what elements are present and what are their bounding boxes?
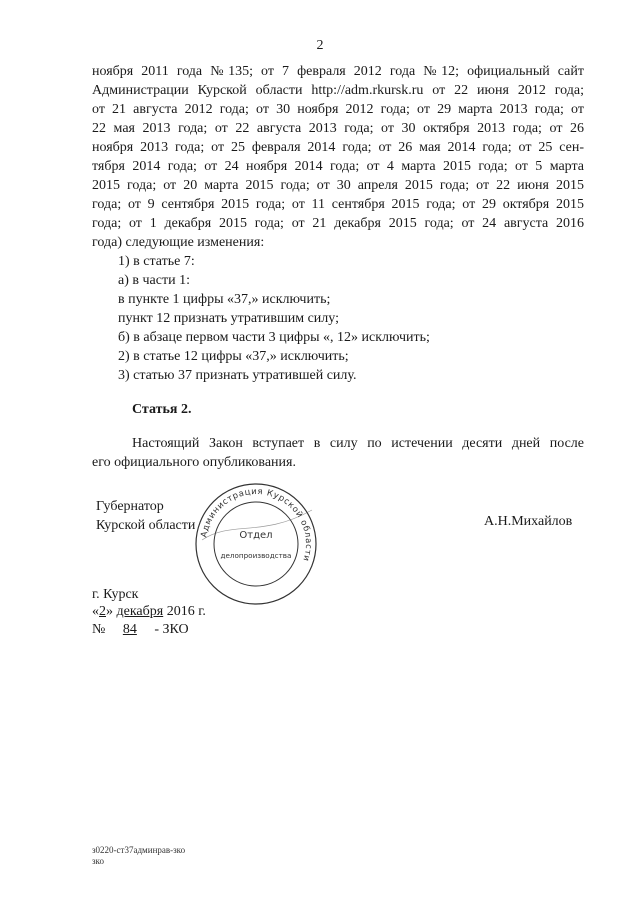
signing-date: «2» декабря 2016 г. (92, 604, 206, 619)
footer-code: з0220-ст37админрав-зко (92, 845, 186, 855)
place-of-signing: г. Курск (92, 587, 139, 602)
body-line: 2015 года; от 20 марта 2015 года; от 30 апреля 2015 года; от 22 июня 2015 (92, 178, 584, 193)
body-line: Администрации Курской области http://adm.rkursk.ru от 22 июня 2012 года; (92, 83, 584, 98)
article-2-text: его официального опубликования. (92, 455, 296, 470)
body-line: года; от 1 декабря 2015 года; от 21 декабря 2015 года; от 24 августа 2016 (92, 216, 584, 231)
list-item: 1) в статье 7: (118, 254, 195, 269)
signatory-title: Курской области (96, 518, 196, 533)
article-2-heading: Статья 2. (132, 402, 192, 417)
official-stamp (192, 480, 320, 608)
body-line: 22 мая 2013 года; от 22 августа 2013 года; от 30 октября 2013 года; от 26 (92, 121, 584, 136)
body-line: года; от 9 сентября 2015 года; от 11 сентября 2015 года; от 29 октября 2015 (92, 197, 584, 212)
body-line: года) следующие изменения: (92, 235, 265, 250)
list-item: в пункте 1 цифры «37,» исключить; (118, 292, 331, 307)
list-item: б) в абзаце первом части 3 цифры «, 12» исключить; (118, 330, 430, 345)
list-item: а) в части 1: (118, 273, 190, 288)
list-item: 3) статью 37 признать утратившей силу. (118, 368, 357, 383)
article-2-text: Настоящий Закон вступает в силу по истечении десяти дней после (132, 436, 584, 451)
law-number: № 84 - ЗКО (92, 622, 189, 637)
body-line: ноября 2011 года №135; от 7 февраля 2012 года №12; официальный сайт (92, 64, 584, 79)
stamp-ring-text: Администрация Курской области (199, 486, 314, 563)
list-item: пункт 12 признать утратившим силу; (118, 311, 339, 326)
signatory-title: Губернатор (96, 499, 164, 514)
stamp-center-text: делопроизводства (220, 551, 292, 560)
body-line: тября 2014 года; от 24 ноября 2014 года; от 4 марта 2015 года; от 5 марта (92, 159, 584, 174)
footer-code: зко (92, 856, 104, 866)
signatory-name: А.Н.Михайлов (484, 514, 573, 529)
body-line: от 21 августа 2012 года; от 30 ноября 2012 года; от 29 марта 2013 года; от (92, 102, 584, 117)
page-number: 2 (316, 38, 324, 53)
list-item: 2) в статье 12 цифры «37,» исключить; (118, 349, 349, 364)
stamp-center-text: Отдел (239, 530, 273, 541)
body-line: ноября 2013 года; от 25 февраля 2014 года; от 26 мая 2014 года; от 25 сен- (92, 140, 584, 155)
